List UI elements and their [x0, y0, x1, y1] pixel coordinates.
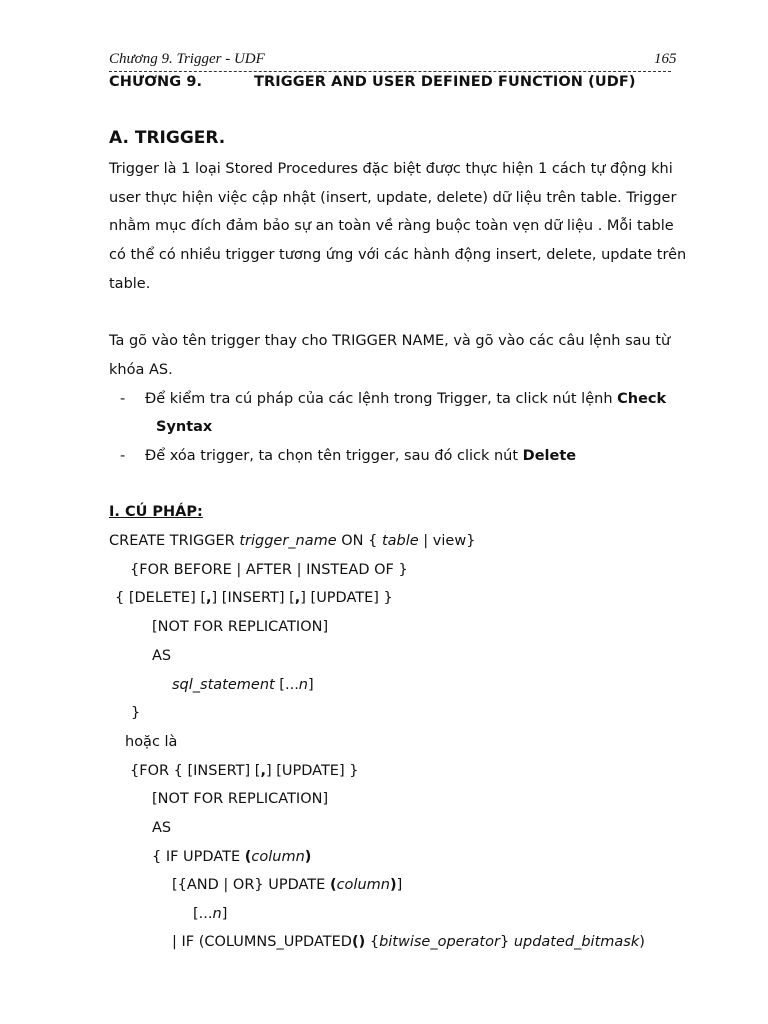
- syntax-text: ] [INSERT] [: [211, 590, 295, 606]
- syntax-param: n: [298, 677, 308, 693]
- syntax-text: ): [639, 934, 645, 950]
- syntax-text: | view}: [418, 533, 476, 549]
- syntax-text: ]: [308, 677, 314, 693]
- syntax-line: }: [131, 705, 141, 721]
- syntax-line: hoặc là: [125, 734, 178, 750]
- paragraph-line: Trigger là 1 loại Stored Procedures đặc biệt được thực hiện 1 cách tự động khi: [109, 161, 673, 177]
- syntax-text: ON {: [336, 533, 382, 549]
- syntax-line: [115, 590, 393, 606]
- syntax-text: { [DELETE] [: [115, 590, 207, 606]
- syntax-line: [172, 877, 402, 893]
- bold-term-delete: Delete: [522, 448, 577, 464]
- syntax-text: | IF (COLUMNS_UPDATED: [172, 934, 352, 950]
- bullet-text: Để xóa trigger, ta chọn tên trigger, sau đó click nút: [145, 448, 523, 464]
- syntax-param: n: [212, 906, 222, 922]
- chapter-label: CHƯƠNG 9.: [109, 74, 203, 90]
- syntax-comma: ,: [260, 763, 266, 779]
- syntax-text: {: [365, 934, 380, 950]
- syntax-paren: ): [389, 877, 397, 893]
- syntax-text: [{AND | OR} UPDATE: [172, 877, 330, 893]
- paragraph-line: user thực hiện việc cập nhật (insert, update, delete) dữ liệu trên table. Trigger: [109, 190, 677, 206]
- syntax-paren: (: [329, 877, 337, 893]
- syntax-text: [...: [193, 906, 213, 922]
- syntax-text: ] [UPDATE] }: [300, 590, 393, 606]
- syntax-line: [193, 906, 227, 922]
- syntax-line: [NOT FOR REPLICATION]: [152, 619, 329, 635]
- bullet-dash: -: [120, 391, 126, 407]
- header-divider: [109, 71, 671, 72]
- bold-term-syntax: Syntax: [156, 419, 213, 435]
- syntax-line: [152, 849, 311, 865]
- syntax-param: sql_statement: [172, 677, 275, 693]
- bold-term-check: Check: [617, 391, 667, 407]
- syntax-param: trigger_name: [239, 533, 337, 549]
- syntax-text: [...: [274, 677, 299, 693]
- syntax-param: column: [251, 849, 305, 865]
- syntax-param: updated_bitmask: [513, 934, 640, 950]
- syntax-line: AS: [152, 648, 172, 664]
- paragraph-line: nhằm mục đích đảm bảo sự an toàn về ràng buộc toàn vẹn dữ liệu . Mỗi table: [109, 218, 674, 234]
- syntax-paren: (): [351, 934, 366, 950]
- running-header-chapter: Chương 9. Trigger - UDF: [109, 51, 265, 67]
- syntax-param: bitwise_operator: [379, 934, 500, 950]
- bullet-dash: -: [120, 448, 126, 464]
- syntax-line: [NOT FOR REPLICATION]: [152, 791, 329, 807]
- syntax-line: {FOR BEFORE | AFTER | INSTEAD OF }: [130, 562, 408, 578]
- running-header-page-number: 165: [654, 51, 677, 67]
- syntax-line: [109, 533, 475, 549]
- paragraph-line: khóa AS.: [109, 362, 173, 378]
- paragraph-line: Ta gõ vào tên trigger thay cho TRIGGER NAME, và gõ vào các câu lệnh sau từ: [109, 333, 671, 349]
- syntax-param: table: [381, 533, 419, 549]
- paragraph-line: có thể có nhiều trigger tương ứng với các hành động insert, delete, update trên: [109, 247, 687, 263]
- syntax-text: ] [UPDATE] }: [265, 763, 359, 779]
- syntax-text: ]: [221, 906, 228, 922]
- syntax-line: AS: [152, 820, 172, 836]
- section-a-heading: A. TRIGGER.: [109, 128, 226, 148]
- bullet-item-delete: [145, 448, 576, 464]
- bullet-item-check-syntax: [145, 391, 666, 407]
- paragraph-line: table.: [109, 276, 151, 292]
- syntax-paren: (: [244, 849, 252, 865]
- syntax-text: {FOR { [INSERT] [: [130, 763, 261, 779]
- syntax-text: CREATE TRIGGER: [109, 533, 240, 549]
- syntax-comma: ,: [294, 590, 301, 606]
- syntax-text: ]: [396, 877, 403, 893]
- bullet-item-continued: [156, 419, 212, 435]
- bullet-text: Để kiểm tra cú pháp của các lệnh trong Trigger, ta click nút lệnh: [145, 391, 618, 407]
- syntax-paren: ): [304, 849, 312, 865]
- syntax-text: }: [499, 934, 514, 950]
- syntax-line: [172, 677, 314, 693]
- section-i-heading: I. CÚ PHÁP:: [109, 504, 203, 520]
- syntax-param: column: [336, 877, 390, 893]
- chapter-title: TRIGGER AND USER DEFINED FUNCTION (UDF): [254, 74, 636, 90]
- syntax-text: { IF UPDATE: [152, 849, 245, 865]
- syntax-line: [130, 763, 358, 779]
- syntax-line: [172, 934, 645, 950]
- syntax-comma: ,: [206, 590, 212, 606]
